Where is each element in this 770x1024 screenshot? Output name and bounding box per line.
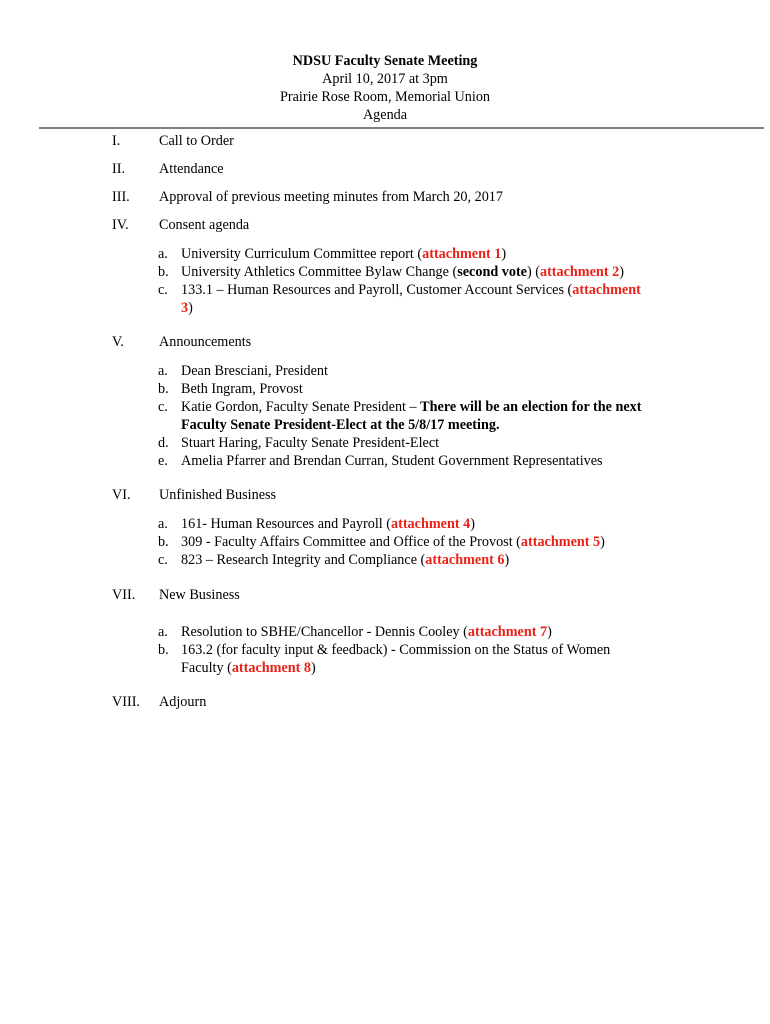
list-item: d. Stuart Haring, Faculty Senate President-Elect (158, 435, 440, 451)
list-item: c. 823 – Research Integrity and Compliance (attachment 6) (158, 552, 510, 568)
section-number: VII. (112, 587, 136, 603)
attachment-link[interactable]: attachment 6 (425, 552, 505, 568)
section-title: New Business (159, 587, 240, 603)
section-title: Call to Order (159, 133, 234, 149)
meeting-title: NDSU Faculty Senate Meeting (292, 53, 478, 69)
attachment-link[interactable]: 3 (181, 300, 189, 316)
consent-agenda-list (158, 245, 698, 317)
attachment-link[interactable]: attachment (572, 282, 641, 298)
section-title: Announcements (159, 334, 252, 350)
list-item: a. Resolution to SBHE/Chancellor - Dennis Cooley (attachment 7) (158, 624, 552, 640)
section-number: VIII. (112, 694, 140, 710)
section-title: Adjourn (159, 694, 207, 710)
attachment-link[interactable]: attachment 7 (467, 624, 548, 640)
meeting-location: Prairie Rose Room, Memorial Union (279, 89, 491, 105)
list-item: b. 163.2 (for faculty input & feedback) - Commission on the Status of Women Faculty (attachment 8) (158, 642, 611, 676)
attachment-link[interactable]: attachment 5 (520, 534, 601, 550)
section-number: III. (112, 189, 130, 205)
unfinished-business-list (158, 515, 698, 569)
list-item: b. 309 - Faculty Affairs Committee and Office of the Provost (attachment 5) (158, 534, 605, 550)
list-item: a. 161- Human Resources and Payroll (attachment 4) (158, 516, 475, 532)
section-number: V. (112, 334, 124, 350)
list-item: a. University Curriculum Committee report (attachment 1) (158, 246, 507, 262)
section-number: II. (112, 161, 125, 177)
section-number: VI. (112, 487, 131, 503)
attachment-link[interactable]: attachment 2 (539, 264, 620, 280)
list-item: c. 133.1 – Human Resources and Payroll, Customer Account Services (attachment 3) (158, 282, 641, 316)
section-title: Consent agenda (159, 217, 250, 233)
header-divider (39, 127, 764, 129)
agenda-label: Agenda (362, 107, 408, 123)
attachment-link[interactable]: attachment 1 (422, 246, 502, 262)
announcements-list (158, 362, 698, 470)
list-item: e. Amelia Pfarrer and Brendan Curran, Student Government Representatives (158, 453, 603, 469)
list-item: a. Dean Bresciani, President (158, 363, 328, 379)
section-number: IV. (112, 217, 129, 233)
list-item: b. Beth Ingram, Provost (158, 381, 303, 397)
list-item: c. Katie Gordon, Faculty Senate President – There will be an election for the next Faculty Senate President-Elect at the 5/8/17 meeting. (158, 399, 642, 433)
section-title: Unfinished Business (159, 487, 277, 503)
section-number: I. (112, 133, 121, 149)
attachment-link[interactable]: attachment 8 (231, 660, 312, 676)
section-title: Attendance (159, 161, 224, 177)
new-business-list (158, 623, 698, 677)
attachment-link[interactable]: attachment 4 (391, 516, 471, 532)
list-item: b. University Athletics Committee Bylaw Change (second vote) (attachment 2) (158, 264, 624, 280)
meeting-date: April 10, 2017 at 3pm (322, 71, 448, 87)
section-title: Approval of previous meeting minutes from March 20, 2017 (159, 189, 503, 205)
document-header (0, 52, 770, 124)
